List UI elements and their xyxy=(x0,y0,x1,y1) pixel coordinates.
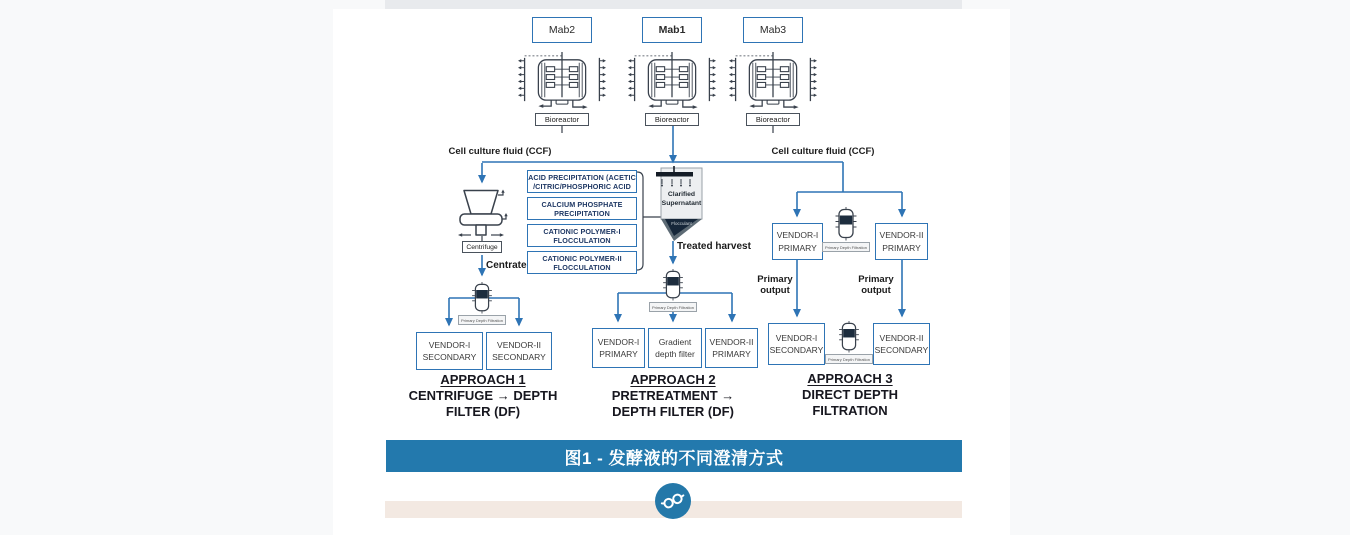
depth-filter-caption: Primary Depth Filtration xyxy=(825,354,873,364)
tank-line1: Clarified xyxy=(667,191,696,198)
depth-filter-caption: Primary Depth Filtration xyxy=(649,302,697,312)
vendor-line2: PRIMARY xyxy=(599,349,638,359)
vendor-line2: PRIMARY xyxy=(882,242,921,253)
approach2-line1: PRETREATMENT → xyxy=(611,388,735,403)
output-line1: Primary xyxy=(858,274,894,285)
bioreactor-label-box xyxy=(645,113,699,126)
approach1-line1: CENTRIFUGE → DEPTH xyxy=(408,388,558,403)
approach3-line1: DIRECT DEPTH xyxy=(801,387,899,402)
cropped-image-edge xyxy=(385,0,962,9)
pretreat-line2: /CITRIC/PHOSPHORIC ACID xyxy=(533,181,631,191)
bioreactor-icon xyxy=(727,48,819,111)
right-split-line xyxy=(797,162,902,192)
mid-vendor2-primary-box xyxy=(705,328,758,368)
gradient-depth-filter-box xyxy=(648,328,702,368)
vendor-line2: PRIMARY xyxy=(712,349,751,359)
pretreat-line2: FLOCCULATION xyxy=(553,235,611,245)
approach2-block xyxy=(582,372,764,420)
bioreactor-label-box xyxy=(535,113,589,126)
mab2-box xyxy=(532,17,592,43)
ccf-label-right: Cell culture fluid (CCF) xyxy=(771,146,875,157)
gradient-line1: Gradient xyxy=(658,336,692,347)
vendor-line2: SECONDARY xyxy=(492,352,546,362)
mid-vendor1-primary-box xyxy=(592,328,645,368)
vendor-line1: VENDOR-II xyxy=(709,336,754,347)
bioreactor-icon xyxy=(626,48,718,111)
approach3-title: APPROACH 3 xyxy=(807,371,893,386)
vendor-line1: VENDOR-I xyxy=(775,332,818,343)
pretreat-line1: CATIONIC POLYMER-II xyxy=(542,253,622,263)
pretreat-line1: CALCIUM PHOSPHATE xyxy=(541,199,623,209)
flocculant-label: Flocculant xyxy=(671,221,692,226)
depth-filter-icon xyxy=(836,321,862,353)
bioreactor-label: Bioreactor xyxy=(755,115,791,124)
vendor-line1: VENDOR-II xyxy=(879,230,924,241)
pretreat-line1: ACID PRECIPITATION (ACETIC xyxy=(528,172,636,182)
output-line2: output xyxy=(861,285,891,297)
centrifuge-label: Centrifuge xyxy=(466,243,498,251)
glasses-button[interactable] xyxy=(655,483,691,519)
bioreactor-label: Bioreactor xyxy=(654,115,690,124)
centrate-label: Centrate xyxy=(486,260,527,271)
approach3-block xyxy=(759,371,941,419)
pretreatment-box-polymer2 xyxy=(527,251,637,274)
depth-filter-caption: Primary Depth Filtration xyxy=(458,315,506,325)
pretreatment-bracket xyxy=(637,172,661,270)
pretreat-line2: FLOCCULATION xyxy=(553,262,611,272)
gradient-line2: depth filter xyxy=(655,349,695,359)
approach2-line2: DEPTH FILTER (DF) xyxy=(612,404,734,419)
figure-caption-text: 图1 - 发酵液的不同澄清方式 xyxy=(564,448,784,468)
primary-output-label-left xyxy=(751,274,799,297)
vendor2-secondary-box-right xyxy=(873,323,930,365)
vendor-line1: VENDOR-II xyxy=(879,332,924,343)
vendor-line2: SECONDARY xyxy=(769,345,824,355)
approach1-title: APPROACH 1 xyxy=(440,372,526,387)
vendor-line2: SECONDARY xyxy=(874,345,929,355)
depth-filter-icon xyxy=(469,282,495,314)
pretreatment-box-acid xyxy=(527,170,637,193)
bioreactor-label: Bioreactor xyxy=(544,115,580,124)
mab3-box xyxy=(743,17,803,43)
vendor-line2: PRIMARY xyxy=(778,242,817,253)
treated-harvest-label: Treated harvest xyxy=(677,241,751,252)
ccf-label-left: Cell culture fluid (CCF) xyxy=(448,146,552,157)
vendor-line2: SECONDARY xyxy=(422,352,477,362)
bioreactor-label-box xyxy=(746,113,800,126)
mab3-label: Mab3 xyxy=(759,24,787,36)
approach2-title: APPROACH 2 xyxy=(630,372,716,387)
pretreatment-box-calcium xyxy=(527,197,637,220)
vendor-line1: VENDOR-I xyxy=(428,339,471,350)
vendor2-secondary-box-left xyxy=(486,332,552,370)
vendor1-secondary-box-right xyxy=(768,323,825,365)
depth-filter-icon xyxy=(833,207,859,241)
vendor1-primary-box xyxy=(772,223,823,260)
figure-caption-bar xyxy=(386,440,962,472)
centrifuge-icon xyxy=(455,189,509,247)
mab2-label: Mab2 xyxy=(548,24,576,36)
approach3-line2: FILTRATION xyxy=(812,403,888,418)
depth-filter-icon xyxy=(660,269,686,301)
pretreat-line1: CATIONIC POLYMER-I xyxy=(543,226,621,236)
vendor-line1: VENDOR-I xyxy=(597,336,640,347)
vendor1-secondary-box-left xyxy=(416,332,483,370)
glasses-icon xyxy=(660,488,686,514)
vendor2-primary-box xyxy=(875,223,928,260)
mab1-box xyxy=(642,17,702,43)
depth-filter-caption: Primary Depth Filtration xyxy=(822,242,870,252)
approach1-block xyxy=(393,372,573,420)
tank-line2: Supernatant xyxy=(661,199,702,207)
tank-text xyxy=(661,191,702,209)
primary-output-label-right xyxy=(852,274,900,297)
approach1-line2: FILTER (DF) xyxy=(445,404,521,419)
output-line1: Primary xyxy=(757,274,793,285)
bioreactor-icon xyxy=(516,48,608,111)
pretreat-line2: PRECIPITATION xyxy=(554,208,610,218)
output-line2: output xyxy=(760,285,790,297)
pretreatment-box-polymer1 xyxy=(527,224,637,247)
vendor-line1: VENDOR-I xyxy=(776,230,819,241)
mab1-label: Mab1 xyxy=(658,24,686,36)
vendor-line1: VENDOR-II xyxy=(497,339,541,350)
figure-clarification-diagram xyxy=(385,10,962,472)
centrifuge-label-box xyxy=(462,241,502,253)
